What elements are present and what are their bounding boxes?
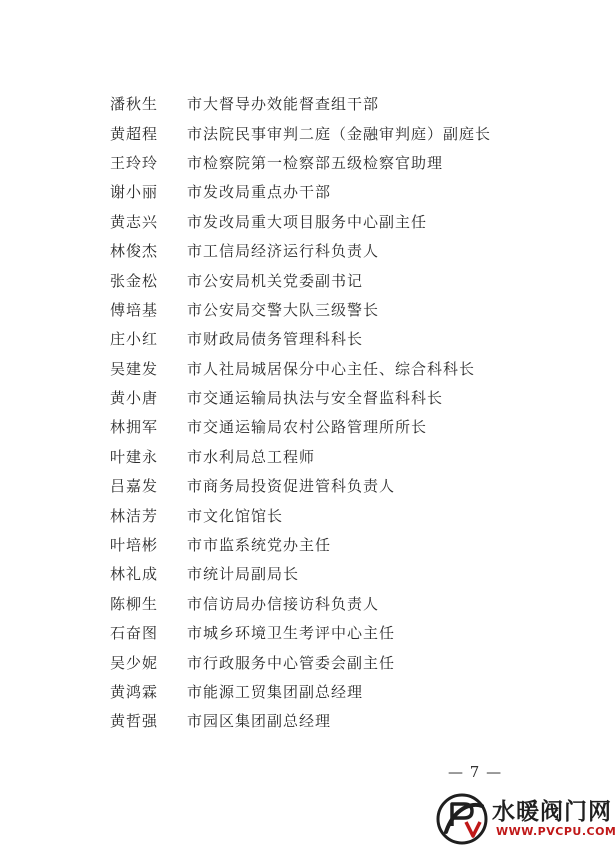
watermark-site-name: 水暖阀门网 <box>492 799 612 825</box>
roster-row <box>110 560 550 589</box>
page-number: — 7 — <box>448 763 503 781</box>
person-title: 市能源工贸集团副总经理 <box>187 683 364 701</box>
person-name: 庄小红 <box>110 330 159 349</box>
roster-row <box>110 119 550 148</box>
person-name: 林洁芳 <box>110 506 159 525</box>
watermark <box>434 790 616 848</box>
person-title: 市商务局投资促进管科负责人 <box>187 477 396 496</box>
person-title: 市交通运输局农村公路管理所所长 <box>187 418 428 437</box>
person-name: 黄超程 <box>110 124 159 143</box>
person-name: 叶培彬 <box>110 536 159 555</box>
roster-row <box>110 472 550 501</box>
person-name: 谢小丽 <box>110 183 159 202</box>
watermark-url: WWW.PVCPU.COM <box>496 825 616 838</box>
roster-row <box>110 325 550 354</box>
roster-row <box>110 266 550 295</box>
person-name: 黄鸿霖 <box>110 683 159 701</box>
roster-row <box>110 619 550 648</box>
roster-row <box>110 149 550 178</box>
person-title: 市发改局重点办干部 <box>187 183 332 202</box>
person-name: 吕嘉发 <box>110 477 159 496</box>
person-title: 市文化馆馆长 <box>187 506 284 525</box>
person-title: 市统计局副局长 <box>187 565 300 584</box>
person-name: 林俊杰 <box>110 242 159 261</box>
person-title: 市大督导办效能督查组干部 <box>187 95 380 114</box>
person-title: 市交通运输局执法与安全督监科科长 <box>187 389 444 408</box>
person-title: 市人社局城居保分中心主任、综合科科长 <box>187 359 476 378</box>
person-name: 林拥军 <box>110 418 159 437</box>
roster-row <box>110 648 550 677</box>
roster-row <box>110 90 550 119</box>
roster-row <box>110 590 550 619</box>
person-title: 市财政局债务管理科科长 <box>187 330 364 349</box>
person-name: 黄志兴 <box>110 212 159 231</box>
personnel-list <box>110 90 550 737</box>
person-name: 石奋图 <box>110 624 159 643</box>
person-name: 傅培基 <box>110 300 159 319</box>
person-title: 市法院民事审判二庭（金融审判庭）副庭长 <box>187 124 492 143</box>
roster-row <box>110 208 550 237</box>
roster-row <box>110 237 550 266</box>
person-name: 陈柳生 <box>110 594 159 613</box>
roster-row <box>110 296 550 325</box>
person-title: 市工信局经济运行科负责人 <box>187 242 380 261</box>
roster-row <box>110 355 550 384</box>
person-title: 市公安局交警大队三级警长 <box>187 300 380 319</box>
person-name: 王玲玲 <box>110 153 159 172</box>
person-title: 市市监系统党办主任 <box>187 536 332 555</box>
person-title: 市信访局办信接访科负责人 <box>187 594 380 613</box>
person-name: 黄哲强 <box>110 712 159 731</box>
person-name: 黄小唐 <box>110 389 159 408</box>
roster-row <box>110 707 550 736</box>
roster-row <box>110 443 550 472</box>
person-title: 市水利局总工程师 <box>187 447 316 466</box>
person-title: 市行政服务中心管委会副主任 <box>187 653 396 672</box>
person-name: 叶建永 <box>110 447 159 466</box>
person-title: 市发改局重大项目服务中心副主任 <box>187 212 428 231</box>
person-title: 市园区集团副总经理 <box>187 712 332 731</box>
person-title: 市公安局机关党委副书记 <box>187 271 364 290</box>
roster-row <box>110 501 550 530</box>
pv-logo-icon <box>436 792 488 846</box>
person-name: 吴建发 <box>110 359 159 378</box>
person-name: 林礼成 <box>110 565 159 584</box>
roster-row <box>110 413 550 442</box>
roster-row <box>110 678 550 707</box>
person-name: 张金松 <box>110 271 159 290</box>
person-name: 潘秋生 <box>110 95 159 114</box>
roster-row <box>110 178 550 207</box>
roster-row <box>110 531 550 560</box>
person-title: 市检察院第一检察部五级检察官助理 <box>187 153 444 172</box>
person-name: 吴少妮 <box>110 653 159 672</box>
roster-row <box>110 384 550 413</box>
person-title: 市城乡环境卫生考评中心主任 <box>187 624 396 643</box>
